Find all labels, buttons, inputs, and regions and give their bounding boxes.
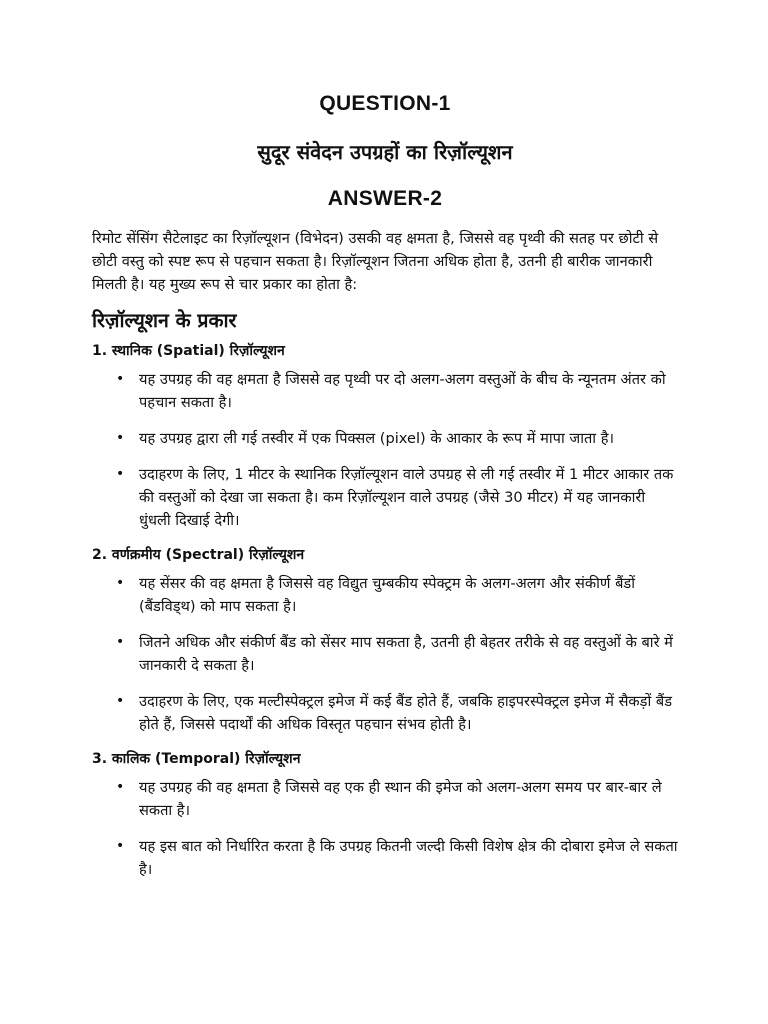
list-item-text: जितने अधिक और संकीर्ण बैंड को सेंसर माप सकता है, उतनी ही बेहतर तरीके से वह वस्तुओं के बारे में जानकारी दे सकता है। <box>139 634 673 674</box>
question-title: QUESTION-1 <box>319 92 451 115</box>
list-item <box>92 690 678 736</box>
subsection-heading: 1. स्थानिक (Spatial) रिज़ॉल्यूशन <box>92 343 285 359</box>
list-item-text: उदाहरण के लिए, एक मल्टीस्पेक्ट्रल इमेज में कई बैंड होते हैं, जबकि हाइपरस्पेक्ट्रल इमेज में सैकड़ों बैंड होते हैं, जिससे पदार्थों की अधिक विस्तृत पहचान संभव होती है। <box>139 693 673 733</box>
bullet-list <box>92 776 678 881</box>
intro-paragraph: रिमोट सेंसिंग सैटेलाइट का रिज़ॉल्यूशन (विभेदन) उसकी वह क्षमता है, जिससे वह पृथ्वी की सतह पर छोटी से छोटी वस्तु को स्पष्ट रूप से पहचान सकता है। रिज़ॉल्यूशन जितना अधिक होता है, उतनी ही बारीक जानकारी मिलती है। यह मुख्य रूप से चार प्रकार का होता है: <box>92 230 659 293</box>
subsection-heading: 2. वर्णक्रमीय (Spectral) रिज़ॉल्यूशन <box>92 547 305 563</box>
bullet-icon: • <box>116 634 125 650</box>
bullet-list <box>92 368 678 532</box>
list-item-text: यह इस बात को निर्धारित करता है कि उपग्रह कितनी जल्दी किसी विशेष क्षेत्र की दोबारा इमेज ले सकता है। <box>139 838 678 878</box>
bullet-icon: • <box>116 779 125 795</box>
list-item <box>92 368 678 414</box>
bullet-icon: • <box>116 575 125 591</box>
answer-title: ANSWER-2 <box>327 187 443 210</box>
list-item <box>92 572 678 618</box>
section-spectral <box>92 545 678 736</box>
list-item-text: यह सेंसर की वह क्षमता है जिससे वह विद्युत चुम्बकीय स्पेक्ट्रम के अलग-अलग और संकीर्ण बैंडों (बैंडविड्थ) को माप सकता है। <box>139 575 636 615</box>
list-item <box>92 776 678 822</box>
list-item <box>92 427 678 450</box>
list-item-text: उदाहरण के लिए, 1 मीटर के स्थानिक रिज़ॉल्यूशन वाले उपग्रह से ली गई तस्वीर में 1 मीटर आकार तक की वस्तुओं को देखा जा सकता है। कम रिज़ॉल्यूशन वाले उपग्रह (जैसे 30 मीटर) में यह जानकारी धुंधली दिखाई देगी। <box>139 466 674 529</box>
bullet-icon: • <box>116 466 125 482</box>
section-spatial <box>92 341 678 532</box>
section-temporal <box>92 749 678 881</box>
bullet-icon: • <box>116 838 125 854</box>
bullet-list <box>92 572 678 736</box>
section-heading: रिज़ॉल्यूशन के प्रकार <box>92 309 237 332</box>
list-item <box>92 631 678 677</box>
list-item-text: यह उपग्रह द्वारा ली गई तस्वीर में एक पिक्सल (pixel) के आकार के रूप में मापा जाता है। <box>139 430 615 447</box>
topic-title: सुदूर संवेदन उपग्रहों का रिज़ॉल्यूशन <box>257 140 513 164</box>
subsection-heading: 3. कालिक (Temporal) रिज़ॉल्यूशन <box>92 751 301 767</box>
list-item-text: यह उपग्रह की वह क्षमता है जिससे वह पृथ्वी पर दो अलग-अलग वस्तुओं के बीच के न्यूनतम अंतर को पहचान सकता है। <box>139 371 666 411</box>
list-item <box>92 463 678 532</box>
bullet-icon: • <box>116 371 125 387</box>
bullet-icon: • <box>116 693 125 709</box>
bullet-icon: • <box>116 430 125 446</box>
list-item-text: यह उपग्रह की वह क्षमता है जिससे वह एक ही स्थान की इमेज को अलग-अलग समय पर बार-बार ले सकता है। <box>139 779 662 819</box>
list-item <box>92 835 678 881</box>
